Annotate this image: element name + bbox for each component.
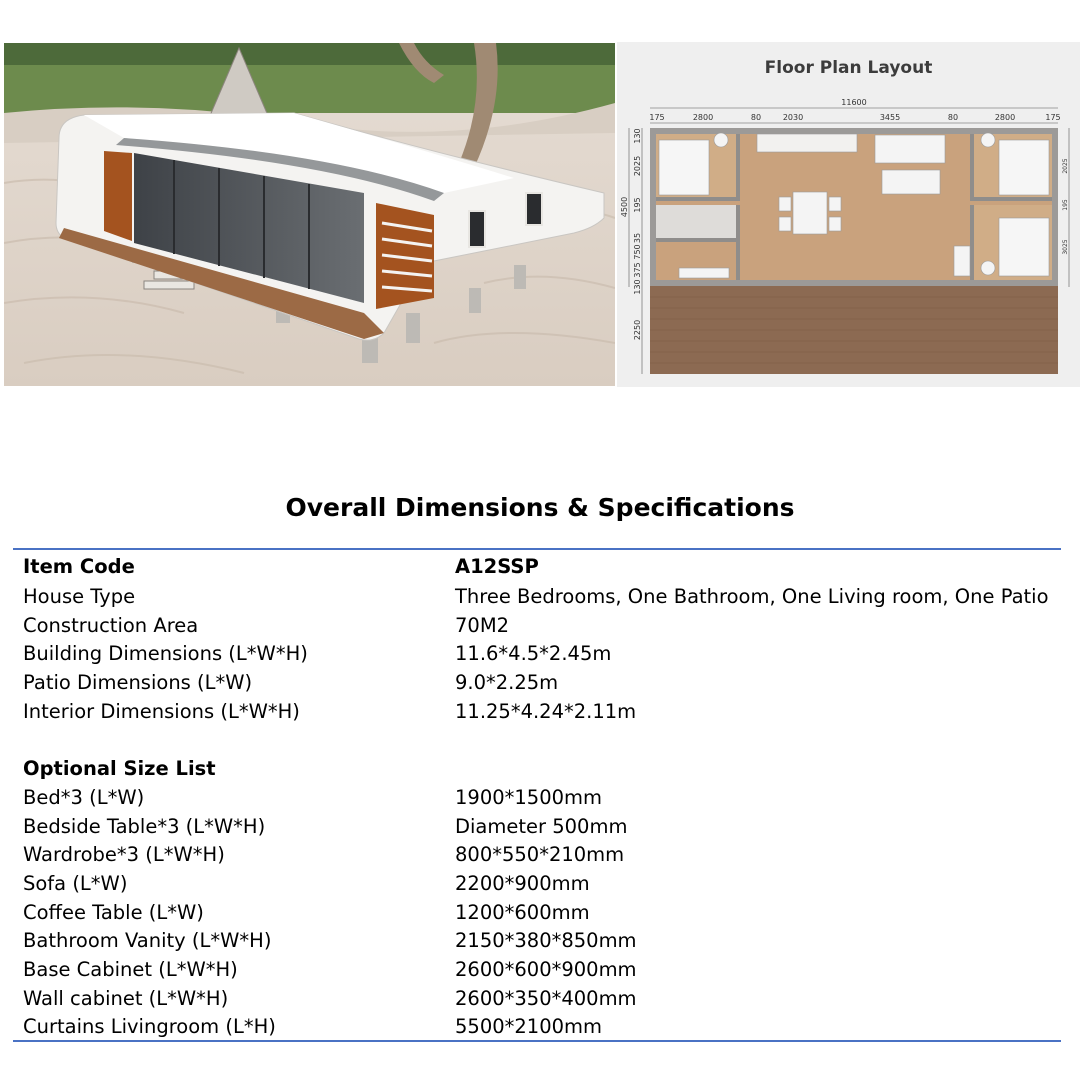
dim-total-width: 4500 xyxy=(620,196,629,218)
dim-left: 750 xyxy=(633,244,642,260)
dim-left: 35 xyxy=(633,232,642,244)
table-row xyxy=(23,813,1053,841)
table-row xyxy=(23,1013,1053,1041)
dim-left: 195 xyxy=(633,197,642,213)
dim-patio-depth: 2250 xyxy=(633,319,642,341)
spec-value: Diameter 500mm xyxy=(455,815,628,838)
table-row xyxy=(23,985,1053,1013)
spec-label: Wardrobe*3 (L*W*H) xyxy=(23,843,225,866)
spec-label: Patio Dimensions (L*W) xyxy=(23,671,253,694)
floor-plan-panel xyxy=(617,42,1080,387)
spec-label: Curtains Livingroom (L*H) xyxy=(23,1015,276,1038)
dim-top: 2030 xyxy=(782,113,804,122)
spec-label: House Type xyxy=(23,585,136,608)
table-row xyxy=(23,870,1053,898)
table-row xyxy=(23,927,1053,955)
dim-top: 80 xyxy=(750,113,762,122)
spec-label: Wall cabinet (L*W*H) xyxy=(23,987,229,1010)
spec-value: 2150*380*850mm xyxy=(455,929,637,952)
spec-value: 11.6*4.5*2.45m xyxy=(455,642,612,665)
dim-left: 130 xyxy=(633,279,642,295)
spec-label: Bed*3 (L*W) xyxy=(23,786,145,809)
spec-value: 1900*1500mm xyxy=(455,786,602,809)
floor-plan-drawing xyxy=(650,128,1058,374)
dim-top: 175 xyxy=(1045,113,1061,122)
spec-label: Bathroom Vanity (L*W*H) xyxy=(23,929,272,952)
table-row xyxy=(23,956,1053,984)
dim-top: 2800 xyxy=(994,113,1016,122)
spec-value: 2200*900mm xyxy=(455,872,590,895)
table-row xyxy=(23,698,1053,726)
table-row xyxy=(23,612,1053,640)
spec-label: Bedside Table*3 (L*W*H) xyxy=(23,815,266,838)
table-row xyxy=(23,553,1053,581)
spec-label: Construction Area xyxy=(23,614,199,637)
spec-value: 70M2 xyxy=(455,614,510,637)
spec-value: 1200*600mm xyxy=(455,901,590,924)
item-code-value: A12SSP xyxy=(455,555,539,578)
table-row xyxy=(23,784,1053,812)
spec-value: 2600*600*900mm xyxy=(455,958,637,981)
table-row xyxy=(23,640,1053,668)
spec-value: 11.25*4.24*2.11m xyxy=(455,700,637,723)
spec-label: Sofa (L*W) xyxy=(23,872,128,895)
dim-left: 130 xyxy=(633,128,642,144)
dim-right: 3025 xyxy=(1062,239,1069,255)
spec-heading: Overall Dimensions & Specifications xyxy=(285,493,795,522)
spec-value: 2600*350*400mm xyxy=(455,987,637,1010)
optional-size-title xyxy=(23,755,1053,783)
spec-label: Building Dimensions (L*W*H) xyxy=(23,642,308,665)
spec-label: Coffee Table (L*W) xyxy=(23,901,204,924)
dim-left: 2025 xyxy=(633,155,642,177)
spec-value: 9.0*2.25m xyxy=(455,671,559,694)
dim-total-length: 11600 xyxy=(841,98,867,107)
dim-right: 2025 xyxy=(1062,158,1069,174)
dim-top: 2800 xyxy=(692,113,714,122)
dim-top: 3455 xyxy=(879,113,901,122)
top-dimensions xyxy=(649,98,1060,122)
house-render-image xyxy=(4,43,615,386)
spec-value: 800*550*210mm xyxy=(455,843,625,866)
dim-right: 195 xyxy=(1062,199,1069,211)
spec-label: Interior Dimensions (L*W*H) xyxy=(23,700,300,723)
table-row xyxy=(23,583,1053,611)
spec-table xyxy=(13,548,1061,1042)
spec-value: 5500*2100mm xyxy=(455,1015,602,1038)
table-row xyxy=(23,899,1053,927)
item-code-label: Item Code xyxy=(23,555,135,578)
dim-top: 80 xyxy=(947,113,959,122)
dim-top: 175 xyxy=(649,113,665,122)
spec-value: Three Bedrooms, One Bathroom, One Living room, One Patio xyxy=(455,585,1049,608)
spec-label: Base Cabinet (L*W*H) xyxy=(23,958,238,981)
table-row xyxy=(23,669,1053,697)
optional-size-label: Optional Size List xyxy=(23,757,216,780)
dim-left: 375 xyxy=(633,262,642,278)
table-row xyxy=(23,841,1053,869)
floor-plan-title: Floor Plan Layout xyxy=(764,58,933,78)
